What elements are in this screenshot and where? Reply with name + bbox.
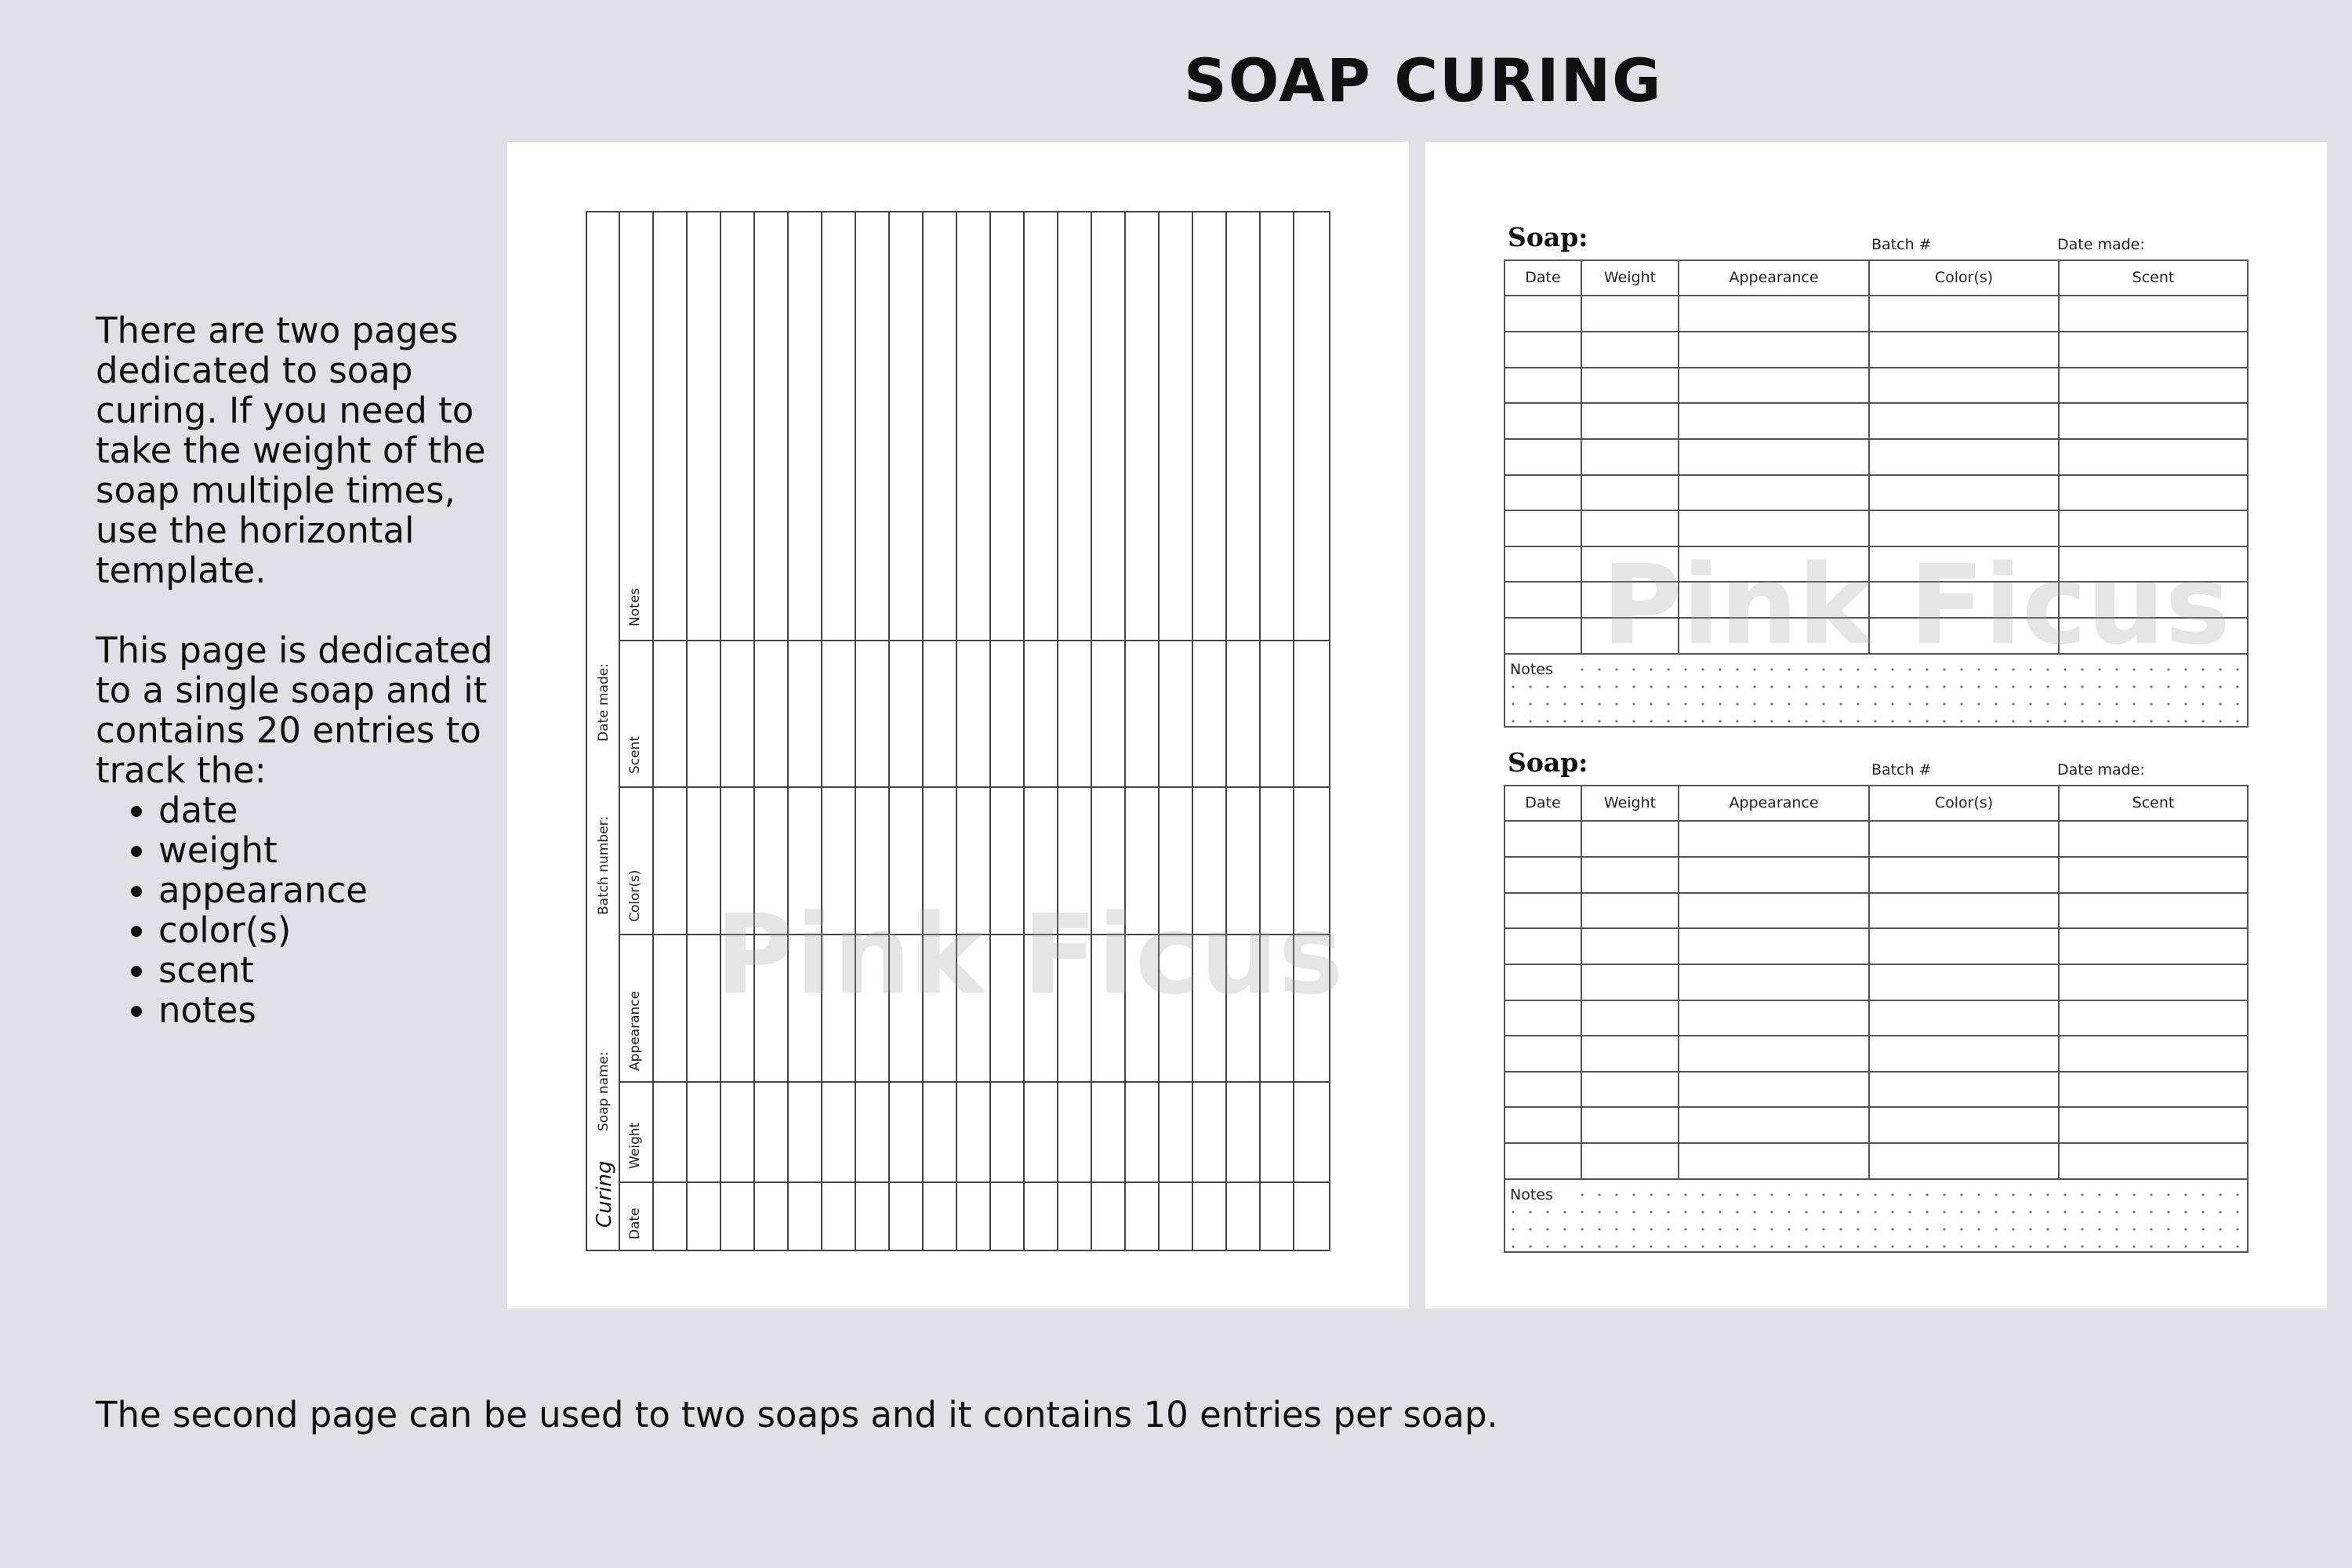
horizontal-template-page — [1425, 142, 2327, 1308]
column-header-appearance: Appearance — [627, 990, 643, 1071]
page-title: SOAP CURING — [1184, 45, 1663, 115]
column-header-colors: Color(s) — [627, 869, 643, 922]
notes-dot-grid — [1512, 668, 2238, 1247]
batch-label-2: Batch # — [1871, 761, 1932, 779]
list-item: • appearance — [158, 870, 503, 910]
list-item: • notes — [158, 990, 503, 1030]
description — [96, 310, 503, 1030]
column-header-notes: Notes — [627, 587, 643, 626]
column-header-scent: Scent — [627, 735, 643, 774]
column-header-colors: Color(s) — [1934, 794, 1994, 811]
list-item: • date — [158, 790, 503, 830]
column-header-date: Date — [1525, 794, 1561, 811]
horizontal-template-grid — [1425, 142, 2327, 1308]
column-header-weight: Weight — [1603, 269, 1657, 286]
column-header-appearance: Appearance — [1729, 794, 1819, 811]
column-header-appearance: Appearance — [1729, 269, 1819, 286]
description-paragraph-2: This page is dedicated to a single soap and it contains 20 entries to track the: — [96, 630, 493, 791]
notes-label-2: Notes — [1510, 1186, 1553, 1203]
vertical-template-page — [507, 142, 1409, 1308]
list-item: • scent — [158, 950, 503, 990]
date-made-label-1: Date made: — [2057, 236, 2145, 253]
date-made-label: Date made: — [596, 663, 612, 742]
column-header-weight: Weight — [1603, 794, 1657, 811]
date-made-label-2: Date made: — [2057, 761, 2145, 779]
column-header-weight: Weight — [627, 1122, 643, 1169]
description-paragraph-1: There are two pages dedicated to soap curing. If you need to take the weight of the soap multiple times, use the horizontal template. — [96, 310, 486, 591]
footer-text: The second page can be used to two soaps and it contains 10 entries per soap. — [96, 1394, 1498, 1436]
batch-label-1: Batch # — [1871, 236, 1932, 253]
curing-heading: Curing — [593, 1160, 616, 1228]
soap-title-2: Soap: — [1508, 747, 1588, 778]
column-header-colors: Color(s) — [1934, 269, 1994, 286]
notes-label-1: Notes — [1510, 661, 1553, 678]
list-item: • weight — [158, 830, 503, 870]
column-header-date: Date — [1525, 269, 1561, 286]
batch-number-label: Batch number: — [596, 815, 612, 915]
list-item: • color(s) — [158, 910, 503, 950]
column-header-date: Date — [627, 1207, 643, 1240]
soap-name-label: Soap name: — [596, 1051, 612, 1131]
watermark: Pink Ficus — [715, 891, 1344, 1019]
column-header-scent: Scent — [2132, 269, 2175, 286]
column-header-scent: Scent — [2132, 794, 2175, 811]
tracked-fields-list — [96, 790, 503, 1030]
soap-title-1: Soap: — [1508, 222, 1588, 252]
watermark: Pink Ficus — [1602, 542, 2230, 670]
